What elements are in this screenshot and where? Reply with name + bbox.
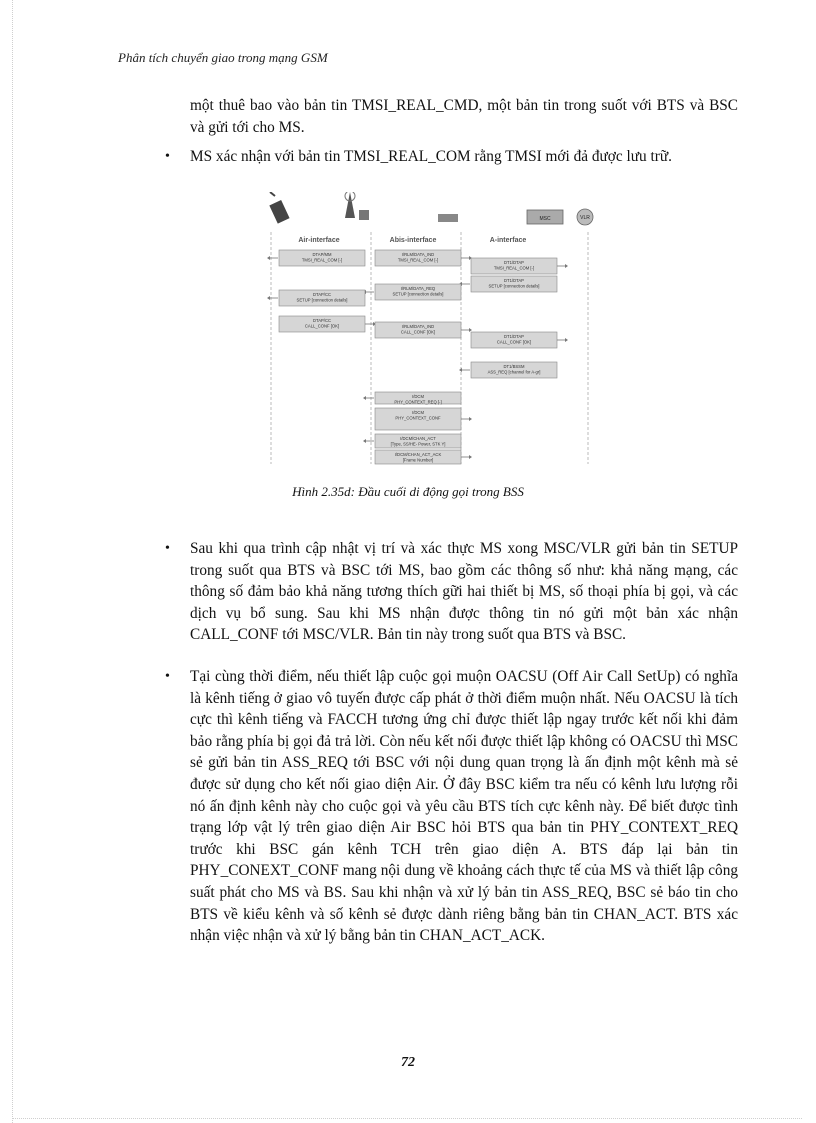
message-name: CALL_CONF [OK] xyxy=(304,323,340,329)
message-protocol: I/DCM xyxy=(412,410,424,415)
message-name: [Frame Number] xyxy=(402,457,434,463)
figure-caption: Hình 2.35d: Đầu cuối di động gọi trong BSS xyxy=(292,484,524,499)
bsc-icon xyxy=(438,214,458,222)
message-box xyxy=(459,362,557,378)
message-name: CALL_CONF [OK] xyxy=(400,329,436,335)
message-protocol: I/DCM xyxy=(412,394,424,399)
running-header: Phân tích chuyển giao trong mạng GSM xyxy=(118,50,328,65)
message-box xyxy=(279,316,376,332)
message-protocol: I/RLM/DATA_IND xyxy=(401,252,435,257)
message-protocol: DTAP/MM xyxy=(312,252,332,257)
message-box xyxy=(459,276,557,292)
arrow-head xyxy=(469,455,472,459)
message-protocol: I/DCM/CHAN_ACT_ACK xyxy=(394,452,442,457)
message-box xyxy=(375,408,472,430)
arrow-head xyxy=(363,396,366,400)
paragraph-bullet-1: MS xác nhận với bản tin TMSI_REAL_COM rằng TMSI mới đả được lưu trữ. xyxy=(190,148,672,165)
message-name: [Type, SS/HE- Power, STK Y] xyxy=(390,441,446,447)
bullet-marker: • xyxy=(165,669,170,684)
message-box xyxy=(375,322,472,338)
message-name: TMSI_REAL_COM [-] xyxy=(397,257,439,263)
message-name: ASS_REQ [channel for A-gr] xyxy=(487,369,541,375)
message-protocol: DT1/BSSM xyxy=(503,364,525,369)
arrow-head xyxy=(469,417,472,421)
arrow-head xyxy=(267,296,270,300)
message-name: PHY_CONTEXT_CONF xyxy=(395,415,441,421)
interface-label-abis: Abis-interface xyxy=(389,237,437,244)
paragraph-continuation: một thuê bao vào bản tin TMSI_REAL_CMD, một bản tin trong suốt với BTS và BSC và gửi tới cho MS. xyxy=(190,97,738,136)
message-protocol: DTAP/CC xyxy=(312,292,332,297)
message-box xyxy=(267,290,365,306)
msc-icon xyxy=(527,210,563,224)
paragraph-bullet-2: Sau khi qua trình cập nhật vị trí và xác thực MS xong MSC/VLR gửi bản tin SETUP trong suốt qua BTS và BSC tới MS, bao gồm các thông số như: khả năng mạng, các thông số đảm bảo khả năng tương thích gữi hai thiết bị MS, số thoại phía bị gọi, và các dịch vụ bổ sung. Sau khi MS nhận được thông tin nó gửi một bản xác nhận CALL_CONF tới MSC/VLR. Bản tin này trong suốt qua BTS và BSC. xyxy=(190,540,738,644)
message-protocol: DT1/DTAP xyxy=(504,334,524,339)
arrow-head xyxy=(267,256,270,260)
message-box xyxy=(363,284,461,300)
frame-left-rule xyxy=(12,0,13,1123)
mobile-station-icon xyxy=(269,192,289,224)
message-name: SETUP [connection details] xyxy=(488,283,540,289)
message-name: TMSI_REAL_COM [-] xyxy=(301,257,343,263)
arrow-head xyxy=(363,439,366,443)
message-protocol: I/DCM/CHAN_ACT xyxy=(400,436,436,441)
message-protocol: I/RLM/DATA_IND xyxy=(401,324,435,329)
message-protocol: DT1/DTAP xyxy=(504,260,524,265)
bullet-marker: • xyxy=(165,541,170,556)
page-number: 72 xyxy=(401,1055,415,1070)
paragraph-bullet-3: Tại cùng thời điểm, nếu thiết lập cuộc gọi muộn OACSU (Off Air Call SetUp) có nghĩa là kênh tiếng ở giao vô tuyến được cấp phát ở thời điểm muộn nhất. Nếu OACSU là tích cực thì kênh tiếng và FACCH tương ứng chỉ được thiết lập ngay trước kết nối khi đảm bảo rằng phía bị gọi đả trả lời. Còn nếu kết nối được thiết lập không có OACSU thì MSC sẻ gửi bản tin ASS_REQ tới BSC với nội dung quan trọng là ấn định một kênh mà sẻ được sử dụng cho kết nối giao diện Air. Ở đây BSC kiểm tra nếu có kênh lưu lượng rỗi nó ấn định kênh này cho cuộc gọi và yêu cầu BTS tích cực kênh này. Để biết được tình trạng lớp vật lý trên giao diện Air BSC hỏi BTS qua bản tin PHY_CONTEXT_REQ trước khi BSC gán kênh TCH trên giao diện A. BTS đáp lại bản tin PHY_CONEXT_CONF mang nội dung về khoảng cách thực tế của MS và thiết lập công suất phát cho MS và BS. Sau khi nhận và xử lý bản tin ASS_REQ, BSC sẻ báo tin cho BTS về kiểu kênh và số kênh sẻ được dành riêng bằng bản tin CHAN_ACT. BTS xác nhận việc nhận và xử lý bằng bản tin CHAN_ACT_ACK. xyxy=(190,668,738,945)
message-name: TMSI_REAL_COM [-] xyxy=(493,265,535,271)
message-name: PHY_CONTEXT_REQ [-] xyxy=(394,399,442,405)
message-protocol: DT1/DTAP xyxy=(504,278,524,283)
interface-label-air: Air-interface xyxy=(298,237,340,244)
message-protocol: DTAP/CC xyxy=(312,318,332,323)
message-box xyxy=(363,392,461,405)
message-box xyxy=(471,258,568,274)
arrow-head xyxy=(565,264,568,268)
message-name: SETUP [connection details] xyxy=(296,297,348,303)
arrow-head xyxy=(565,338,568,342)
message-box xyxy=(375,250,472,266)
message-name: SETUP [connection details] xyxy=(392,291,444,297)
message-protocol: I/RLM/DATA_REQ xyxy=(400,286,436,291)
vlr-icon xyxy=(577,209,593,225)
arrow-head xyxy=(469,328,472,332)
interface-label-a: A-interface xyxy=(489,237,527,244)
message-box xyxy=(267,250,365,266)
frame-bottom-rule xyxy=(12,1118,802,1119)
message-box xyxy=(363,434,461,448)
bullet-marker: • xyxy=(165,149,170,164)
svg-text:MSC: MSC xyxy=(539,216,551,222)
sequence-diagram xyxy=(263,192,601,472)
message-name: CALL_CONF [OK] xyxy=(496,339,532,345)
bts-antenna-icon xyxy=(345,192,369,220)
svg-text:VLR: VLR xyxy=(580,215,590,221)
message-box xyxy=(375,450,472,464)
message-box xyxy=(471,332,568,348)
